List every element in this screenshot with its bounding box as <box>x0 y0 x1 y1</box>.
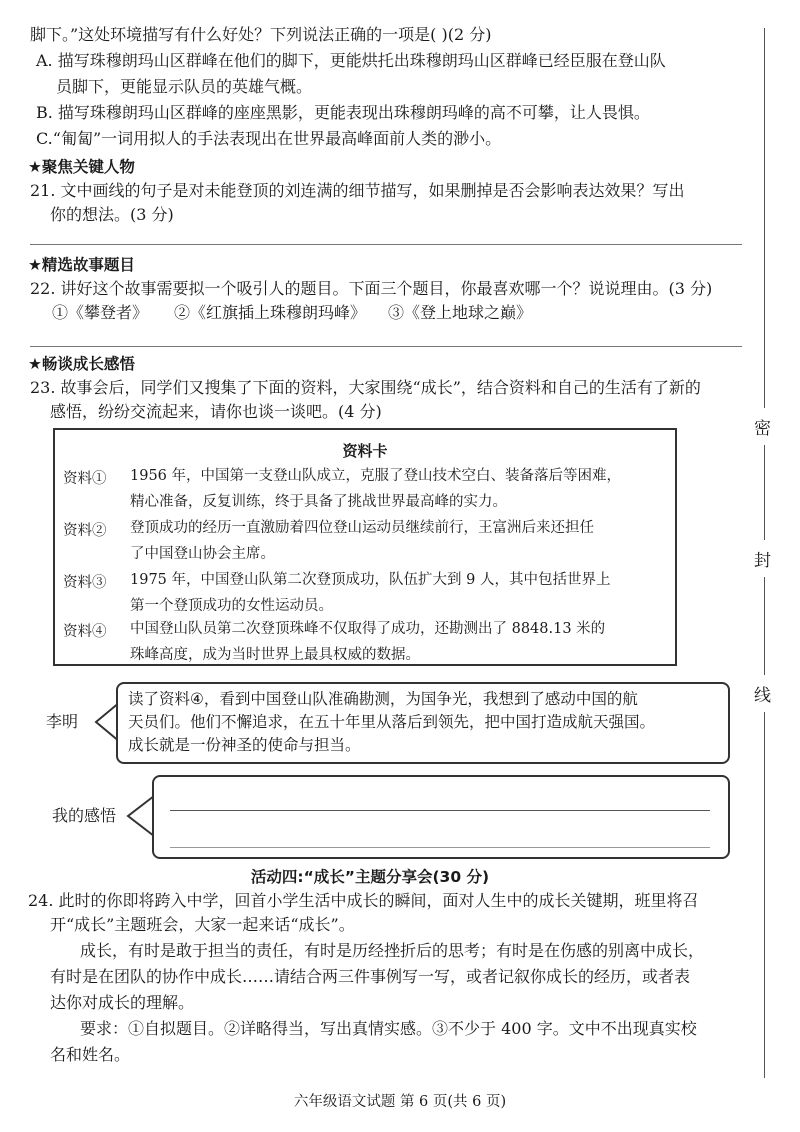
q22-answer-line <box>30 346 742 347</box>
material-1-text: 1956 年，中国第一支登山队成立，克服了登山技术空白、装备落后等困难， 精心准备，反复训练，终于具备了挑战世界最高峰的实力。 <box>130 468 622 510</box>
seal-char-xian: 线 <box>754 675 771 712</box>
q24-line4: 有时是在团队的协作中成长……请结合两三件事例写一写，或者记叙你成长的经历，或者表 <box>50 967 691 986</box>
q22-choice-2: ②《红旗插上珠穆朗玛峰》 <box>174 303 367 322</box>
material-4-label: 资料④ <box>63 624 107 640</box>
seal-char-feng: 封 <box>754 540 771 577</box>
liming-speech-bubble <box>116 682 730 764</box>
q20-stem-tail: 脚下。”这处环境描写有什么好处？下列说法正确的一项是( )(2 分) <box>30 25 492 44</box>
material-4-text: 中国登山队员第二次登顶珠峰不仅取得了成功，还勘测出了 8848.13 米的 珠峰高度，成为当时世界上最具权威的数据。 <box>130 621 606 663</box>
q20-option-c: C.“匍匐”一词用拟人的手法表现出在世界最高峰面前人类的渺小。 <box>36 129 502 148</box>
q23-line2: 感悟，纷纷交流起来，请你也谈一谈吧。(4 分) <box>50 402 382 421</box>
q22-choice-1: ①《攀登者》 <box>52 303 149 322</box>
q24-line2: 开“成长”主题班会，大家一起来话“成长”。 <box>50 915 355 934</box>
q22-choice-3: ③《登上地球之巅》 <box>388 303 533 322</box>
q23-line1: 23. 故事会后，同学们又搜集了下面的资料，大家围绕“成长”，结合资料和自己的生活有了新的 <box>30 378 701 397</box>
q21-line1: 21. 文中画线的句子是对未能登顶的刘连满的细节描写，如果删掉是否会影响表达效果？写出 <box>30 181 685 200</box>
material-1-label: 资料① <box>63 471 107 487</box>
speaker-my-reflection: 我的感悟 <box>52 806 117 825</box>
q21-line2: 你的想法。(3 分) <box>50 205 174 224</box>
reflection-answer-bubble[interactable] <box>152 775 730 859</box>
q24-line1: 24. 此时的你即将跨入中学，回首小学生活中成长的瞬间，面对人生中的成长关键期，班里将召 <box>28 891 699 910</box>
reflection-answer-line-2 <box>170 847 710 848</box>
material-2-label: 资料② <box>63 523 107 539</box>
q20-option-b: B. 描写珠穆朗玛山区群峰的座座黑影，更能表现出珠穆朗玛峰的高不可攀，让人畏惧。 <box>36 103 650 122</box>
material-2-text: 登顶成功的经历一直激励着四位登山运动员继续前行，王富洲后来还担任 了中国登山协会主席。 <box>130 520 594 562</box>
speaker-liming: 李明 <box>46 712 79 731</box>
activity-four-heading: 活动四:“成长”主题分享会(30 分) <box>250 868 490 886</box>
q20-option-a-line1: A. 描写珠穆朗玛山区群峰在他们的脚下，更能烘托出珠穆朗玛山区群峰已经臣服在登山队 <box>36 51 666 70</box>
liming-speech-text: 读了资料④，看到中国登山队准确勘测，为国争光，我想到了感动中国的航 天员们。他们不懈追求，在五十年里从落后到领先，把中国打造成航天强国。 成长就是一份神圣的使命与担当。 <box>128 690 656 754</box>
section-heading-growth: ★畅谈成长感悟 <box>28 355 135 373</box>
material-3-text: 1975 年，中国登山队第二次登顶成功，队伍扩大到 9 人，其中包括世界上 第一个登顶成功的女性运动员。 <box>130 572 611 614</box>
q24-requirements: 要求：①自拟题目。②详略得当，写出真情实感。③不少于 400 字。文中不出现真实校 <box>80 1019 697 1038</box>
material-card <box>53 428 677 666</box>
material-card-title: 资料卡 <box>342 442 388 460</box>
reflection-bubble-pointer <box>122 790 156 842</box>
q24-line3: 成长，有时是敢于担当的责任，有时是历经挫折后的思考；有时是在伤感的别离中成长， <box>80 941 705 960</box>
section-heading-titles: ★精选故事题目 <box>28 256 135 274</box>
q20-option-a-line2: 员脚下，更能显示队员的英雄气概。 <box>56 77 313 96</box>
q24-line7: 名和姓名。 <box>50 1045 131 1064</box>
section-heading-characters: ★聚焦关键人物 <box>28 158 135 176</box>
seal-char-mi: 密 <box>754 408 771 445</box>
q24-line5: 达你对成长的理解。 <box>50 993 195 1012</box>
reflection-answer-line-1 <box>170 810 710 811</box>
material-3-label: 资料③ <box>63 575 107 591</box>
q22-line1: 22. 讲好这个故事需要拟一个吸引人的题目。下面三个题目，你最喜欢哪一个？说说理由。(3 分) <box>30 279 713 298</box>
q21-answer-line <box>30 244 742 245</box>
page-footer: 六年级语文试题 第 6 页(共 6 页) <box>293 1094 507 1110</box>
